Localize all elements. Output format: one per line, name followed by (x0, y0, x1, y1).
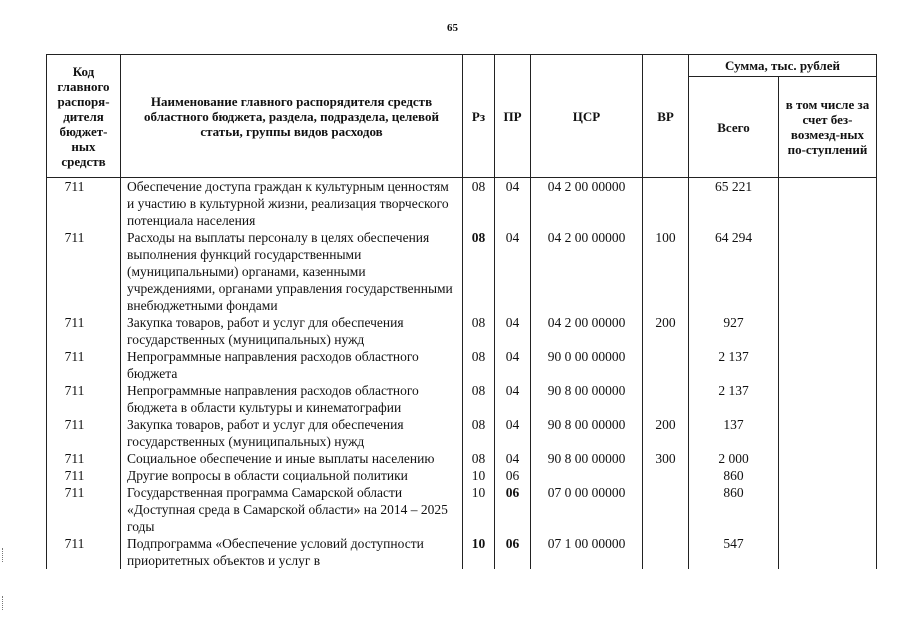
table-row (47, 314, 877, 348)
cell-pr: 04 (495, 314, 531, 348)
cell-vr (643, 467, 689, 484)
scan-artifact-mark (2, 548, 7, 562)
cell-vr: 200 (643, 314, 689, 348)
cell-rz: 08 (463, 229, 495, 314)
cell-csr: 04 2 00 00000 (531, 229, 643, 314)
cell-code: 711 (47, 314, 121, 348)
cell-pr: 04 (495, 450, 531, 467)
cell-total: 927 (689, 314, 779, 348)
header-pr: ПР (495, 55, 531, 178)
table-row (47, 467, 877, 484)
cell-total: 137 (689, 416, 779, 450)
cell-name: Закупка товаров, работ и услуг для обеспечения государственных (муниципальных) нужд (121, 416, 463, 450)
cell-csr: 90 8 00 00000 (531, 416, 643, 450)
cell-name: Социальное обеспечение и иные выплаты населению (121, 450, 463, 467)
cell-vr: 200 (643, 416, 689, 450)
cell-code: 711 (47, 348, 121, 382)
cell-rz: 08 (463, 348, 495, 382)
cell-pr: 04 (495, 178, 531, 230)
table-row (47, 416, 877, 450)
cell-csr: 04 2 00 00000 (531, 178, 643, 230)
cell-pr: 06 (495, 535, 531, 569)
cell-rz: 10 (463, 467, 495, 484)
cell-pr: 04 (495, 348, 531, 382)
cell-total: 547 (689, 535, 779, 569)
cell-code: 711 (47, 382, 121, 416)
cell-total: 2 137 (689, 348, 779, 382)
cell-vr: 300 (643, 450, 689, 467)
cell-pr: 04 (495, 229, 531, 314)
cell-csr: 90 8 00 00000 (531, 382, 643, 416)
cell-vr (643, 348, 689, 382)
cell-csr: 90 0 00 00000 (531, 348, 643, 382)
cell-total: 2 000 (689, 450, 779, 467)
cell-total: 2 137 (689, 382, 779, 416)
cell-total: 860 (689, 467, 779, 484)
table-row (47, 450, 877, 467)
cell-vr (643, 178, 689, 230)
cell-pr: 06 (495, 484, 531, 535)
cell-code: 711 (47, 467, 121, 484)
cell-vr (643, 382, 689, 416)
cell-name: Закупка товаров, работ и услуг для обеспечения государственных (муниципальных) нужд (121, 314, 463, 348)
cell-csr: 90 8 00 00000 (531, 450, 643, 467)
cell-incl (779, 416, 877, 450)
cell-name: Непрограммные направления расходов областного бюджета в области культуры и кинематографии (121, 382, 463, 416)
cell-code: 711 (47, 416, 121, 450)
cell-incl (779, 467, 877, 484)
header-sum: Сумма, тыс. рублей (689, 55, 877, 77)
cell-pr: 06 (495, 467, 531, 484)
cell-incl (779, 382, 877, 416)
cell-incl (779, 314, 877, 348)
cell-incl (779, 348, 877, 382)
cell-total: 860 (689, 484, 779, 535)
cell-csr: 04 2 00 00000 (531, 314, 643, 348)
cell-name: Расходы на выплаты персоналу в целях обеспечения выполнения функций государственными (муниципальными) органами, казенными учреждениями, органами управления государственными внебюджетными фондами (121, 229, 463, 314)
cell-name: Государственная программа Самарской области «Доступная среда в Самарской области» на 2014 – 2025 годы (121, 484, 463, 535)
cell-name: Обеспечение доступа граждан к культурным ценностям и участию в культурной жизни, реализация творческого потенциала населения (121, 178, 463, 230)
cell-code: 711 (47, 535, 121, 569)
cell-total: 64 294 (689, 229, 779, 314)
cell-incl (779, 229, 877, 314)
cell-rz: 08 (463, 314, 495, 348)
cell-name: Другие вопросы в области социальной политики (121, 467, 463, 484)
header-csr: ЦСР (531, 55, 643, 178)
cell-incl (779, 178, 877, 230)
cell-rz: 08 (463, 178, 495, 230)
cell-code: 711 (47, 178, 121, 230)
cell-csr (531, 467, 643, 484)
cell-total: 65 221 (689, 178, 779, 230)
cell-code: 711 (47, 484, 121, 535)
cell-rz: 10 (463, 484, 495, 535)
cell-code: 711 (47, 229, 121, 314)
header-total: Всего (689, 77, 779, 178)
table-row (47, 484, 877, 535)
header-vr: ВР (643, 55, 689, 178)
table-row (47, 535, 877, 569)
table-body (47, 178, 877, 570)
cell-pr: 04 (495, 416, 531, 450)
cell-vr (643, 484, 689, 535)
cell-code: 711 (47, 450, 121, 467)
cell-vr (643, 535, 689, 569)
header-rz: Рз (463, 55, 495, 178)
page-number: 65 (447, 22, 458, 34)
cell-rz: 08 (463, 416, 495, 450)
table-row (47, 348, 877, 382)
scan-artifact-mark (2, 596, 7, 610)
header-code: Код главного распоря-дителя бюджет-ных средств (47, 55, 121, 178)
cell-incl (779, 484, 877, 535)
cell-rz: 08 (463, 382, 495, 416)
cell-name: Непрограммные направления расходов областного бюджета (121, 348, 463, 382)
cell-vr: 100 (643, 229, 689, 314)
header-incl: в том числе за счет без-возмезд-ных по-ступлений (779, 77, 877, 178)
cell-csr: 07 0 00 00000 (531, 484, 643, 535)
cell-rz: 10 (463, 535, 495, 569)
cell-incl (779, 450, 877, 467)
table-row (47, 382, 877, 416)
table-header (47, 55, 877, 178)
cell-incl (779, 535, 877, 569)
table-row (47, 229, 877, 314)
header-name: Наименование главного распорядителя средств областного бюджета, раздела, подраздела, целевой статьи, группы видов расходов (121, 55, 463, 178)
table-row (47, 178, 877, 230)
cell-name: Подпрограмма «Обеспечение условий доступности приоритетных объектов и услуг в (121, 535, 463, 569)
cell-csr: 07 1 00 00000 (531, 535, 643, 569)
cell-rz: 08 (463, 450, 495, 467)
budget-table (46, 54, 877, 569)
cell-pr: 04 (495, 382, 531, 416)
